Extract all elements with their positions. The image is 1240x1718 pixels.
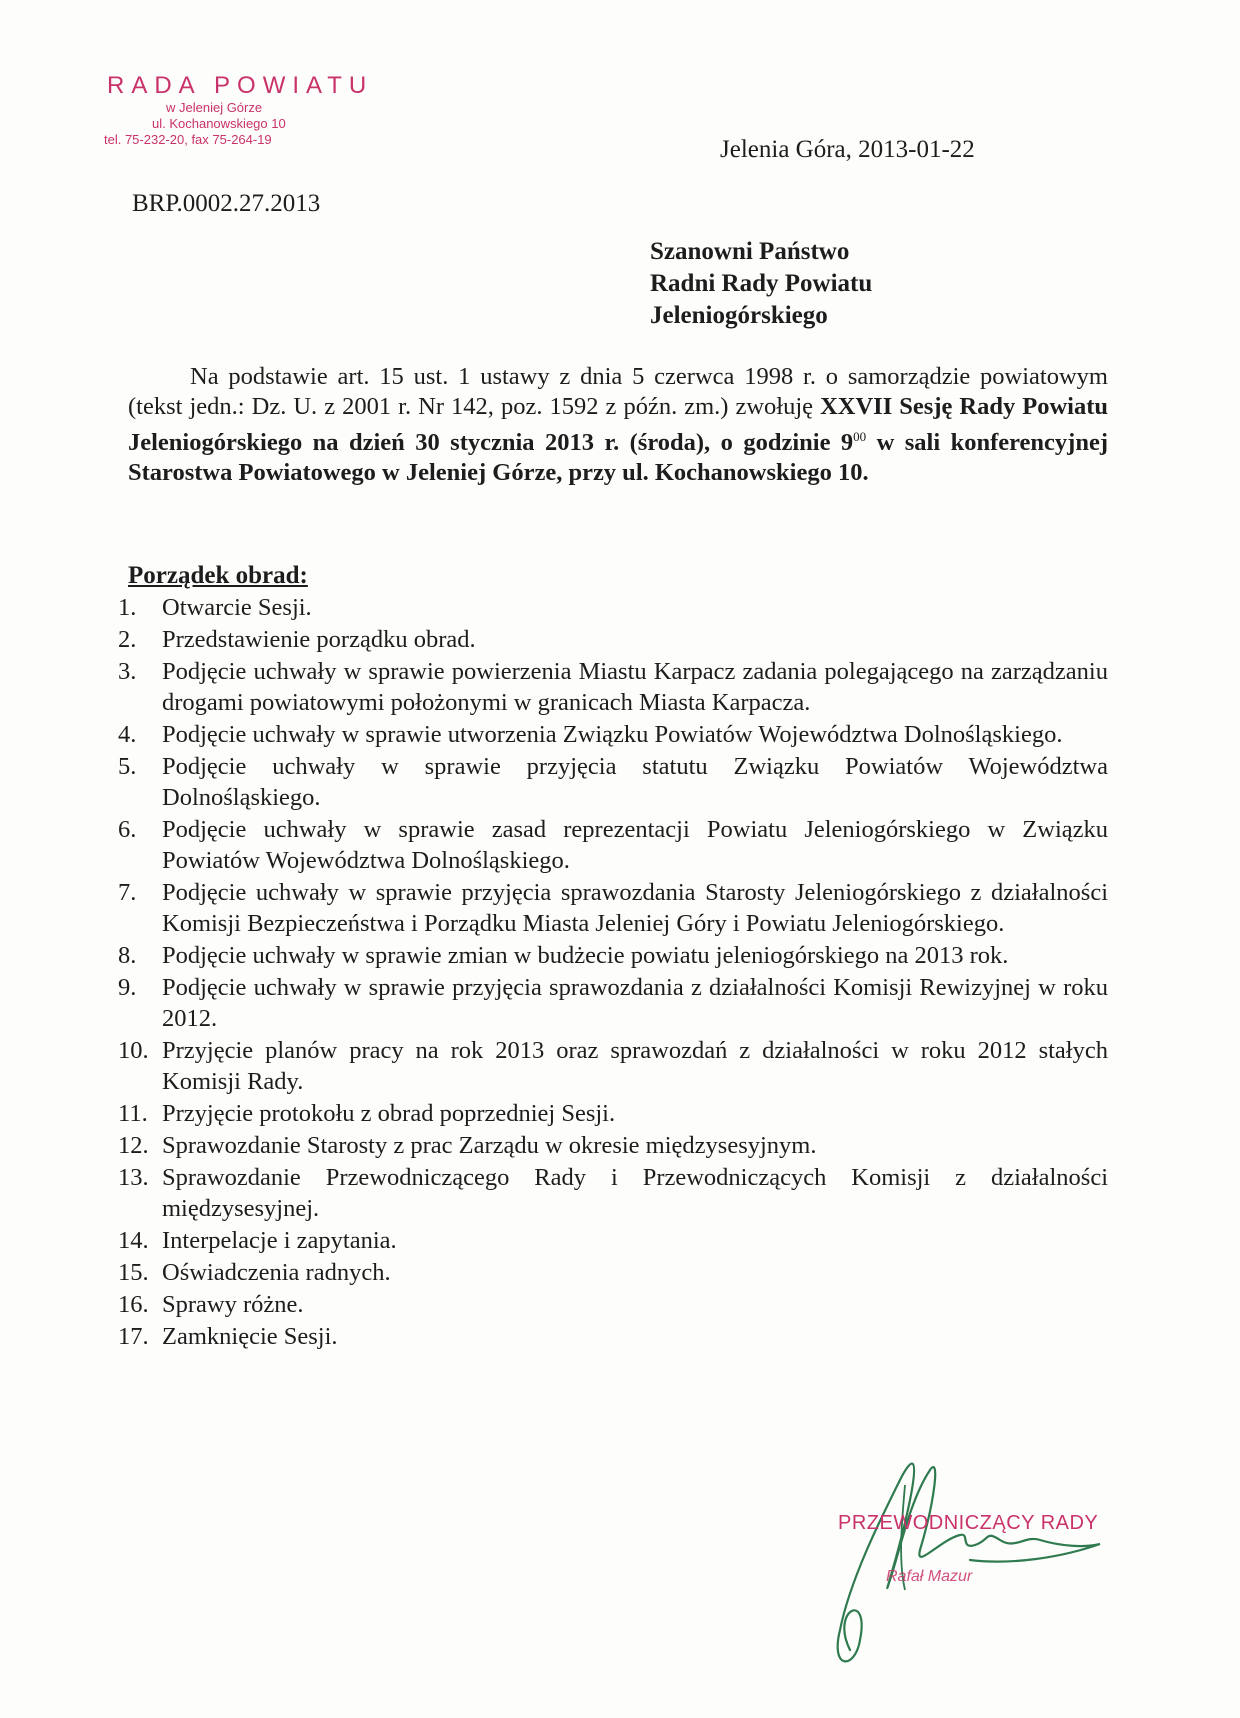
agenda-item xyxy=(118,1130,1108,1161)
agenda-item xyxy=(118,1257,1108,1288)
agenda-item-text: Podjęcie uchwały w sprawie przyjęcia sprawozdania Starosty Jeleniogórskiego z działalności Komisji Bezpieczeństwa i Porządku Miasta Jeleniej Góry i Powiatu Jeleniogórskiego. xyxy=(162,879,1108,937)
agenda-item xyxy=(118,1289,1108,1320)
agenda-item xyxy=(118,656,1108,718)
stamp-org-name: RADA POWIATU xyxy=(107,72,374,99)
agenda-item xyxy=(118,624,1108,655)
agenda-item-number: 12. xyxy=(118,1132,149,1159)
agenda-item xyxy=(118,1035,1108,1097)
addressee-block xyxy=(650,236,872,332)
agenda-item-number: 17. xyxy=(118,1323,149,1350)
intro-hour-sup: 00 xyxy=(853,429,867,444)
agenda-item-text: Przyjęcie planów pracy na rok 2013 oraz sprawozdań z działalności w roku 2012 stałych Komisji Rady. xyxy=(162,1037,1108,1095)
agenda-item-number: 10. xyxy=(118,1037,149,1064)
agenda-item-text: Podjęcie uchwały w sprawie zasad reprezentacji Powiatu Jeleniogórskiego w Związku Powiatów Województwa Dolnośląskiego. xyxy=(162,816,1108,874)
agenda-item-number: 9. xyxy=(118,974,137,1001)
agenda-item-text: Sprawozdanie Starosty z prac Zarządu w okresie międzysesyjnym. xyxy=(162,1132,817,1159)
reference-number: BRP.0002.27.2013 xyxy=(132,190,321,217)
agenda-item-text: Sprawozdanie Przewodniczącego Rady i Przewodniczących Komisji z działalności międzysesyjnej. xyxy=(162,1164,1108,1222)
agenda-title: Porządek obrad: xyxy=(128,562,308,589)
agenda-item-text: Podjęcie uchwały w sprawie przyjęcia statutu Związku Powiatów Województwa Dolnośląskiego. xyxy=(162,753,1108,811)
intro-venue-bold: w sali konferencyjnej Starostwa Powiatowego w Jeleniej Górze, przy ul. Kochanowskiego 10. xyxy=(128,429,1109,487)
agenda-item-text: Przedstawienie porządku obrad. xyxy=(162,626,476,653)
agenda-item-number: 4. xyxy=(118,721,137,748)
addressee-line: Jeleniogórskiego xyxy=(650,302,828,329)
agenda-item xyxy=(118,940,1108,971)
agenda-item-text: Przyjęcie protokołu z obrad poprzedniej Sesji. xyxy=(162,1100,616,1127)
stamp-city: w Jeleniej Górze xyxy=(166,100,263,115)
intro-text: Na podstawie art. 15 ust. 1 ustawy z dnia 5 czerwca 1998 r. o samorządzie powiatowym (tekst jedn.: Dz. U. z 2001 r. Nr 142, poz. 1592 z późn. zm.) zwołuję xyxy=(128,363,1108,420)
agenda-item-text: Podjęcie uchwały w sprawie zmian w budżecie powiatu jeleniogórskiego na 2013 rok. xyxy=(162,942,1009,969)
agenda-item-text: Otwarcie Sesji. xyxy=(162,594,312,621)
agenda-item-text: Sprawy różne. xyxy=(162,1291,304,1318)
intro-paragraph xyxy=(128,362,1108,488)
agenda-item-number: 15. xyxy=(118,1259,149,1286)
agenda-list xyxy=(118,592,1108,1353)
agenda-item xyxy=(118,1162,1108,1224)
letterhead-stamp xyxy=(104,72,404,148)
agenda-item-number: 3. xyxy=(118,658,137,685)
agenda-item-text: Podjęcie uchwały w sprawie powierzenia Miastu Karpacz zadania polegającego na zarządzaniu drogami powiatowymi położonymi w granicach Miasta Karpacza. xyxy=(162,658,1108,716)
agenda-item-number: 6. xyxy=(118,816,137,843)
agenda-item xyxy=(118,972,1108,1034)
handwritten-signature xyxy=(810,1440,1110,1680)
agenda-item-text: Podjęcie uchwały w sprawie przyjęcia sprawozdania z działalności Komisji Rewizyjnej w roku 2012. xyxy=(162,974,1108,1032)
agenda-item-number: 1. xyxy=(118,594,137,621)
agenda-item-number: 8. xyxy=(118,942,137,969)
agenda-item xyxy=(118,1225,1108,1256)
agenda-item-number: 2. xyxy=(118,626,137,653)
chairman-stamp-title: PRZEWODNICZĄCY RADY xyxy=(838,1512,1099,1534)
agenda-item-text: Oświadczenia radnych. xyxy=(162,1259,391,1286)
letter-date: Jelenia Góra, 2013-01-22 xyxy=(720,136,975,163)
addressee-line: Radni Rady Powiatu xyxy=(650,270,873,297)
addressee-line: Szanowni Państwo xyxy=(650,238,850,265)
agenda-item xyxy=(118,1098,1108,1129)
agenda-item-text: Podjęcie uchwały w sprawie utworzenia Związku Powiatów Województwa Dolnośląskiego. xyxy=(162,721,1063,748)
agenda-item-text: Zamknięcie Sesji. xyxy=(162,1323,338,1350)
agenda-item-number: 11. xyxy=(118,1100,148,1127)
intro-session-bold: XXVII Sesję Rady Powiatu Jeleniogórskiego na dzień 30 stycznia 2013 r. (środa), o godzinie 9 xyxy=(128,393,1108,457)
agenda-item-number: 7. xyxy=(118,879,137,906)
stamp-street: ul. Kochanowskiego 10 xyxy=(152,116,286,131)
agenda-item-number: 16. xyxy=(118,1291,149,1318)
agenda-item xyxy=(118,719,1108,750)
agenda-item xyxy=(118,877,1108,939)
agenda-item xyxy=(118,814,1108,876)
agenda-item xyxy=(118,592,1108,623)
chairman-stamp-name: Rafał Mazur xyxy=(886,1568,973,1585)
stamp-phone: tel. 75-232-20, fax 75-264-19 xyxy=(104,132,272,147)
agenda-item xyxy=(118,751,1108,813)
agenda-item-number: 5. xyxy=(118,753,137,780)
agenda-item xyxy=(118,1321,1108,1352)
agenda-item-number: 13. xyxy=(118,1164,149,1191)
agenda-item-number: 14. xyxy=(118,1227,149,1254)
agenda-item-text: Interpelacje i zapytania. xyxy=(162,1227,397,1254)
